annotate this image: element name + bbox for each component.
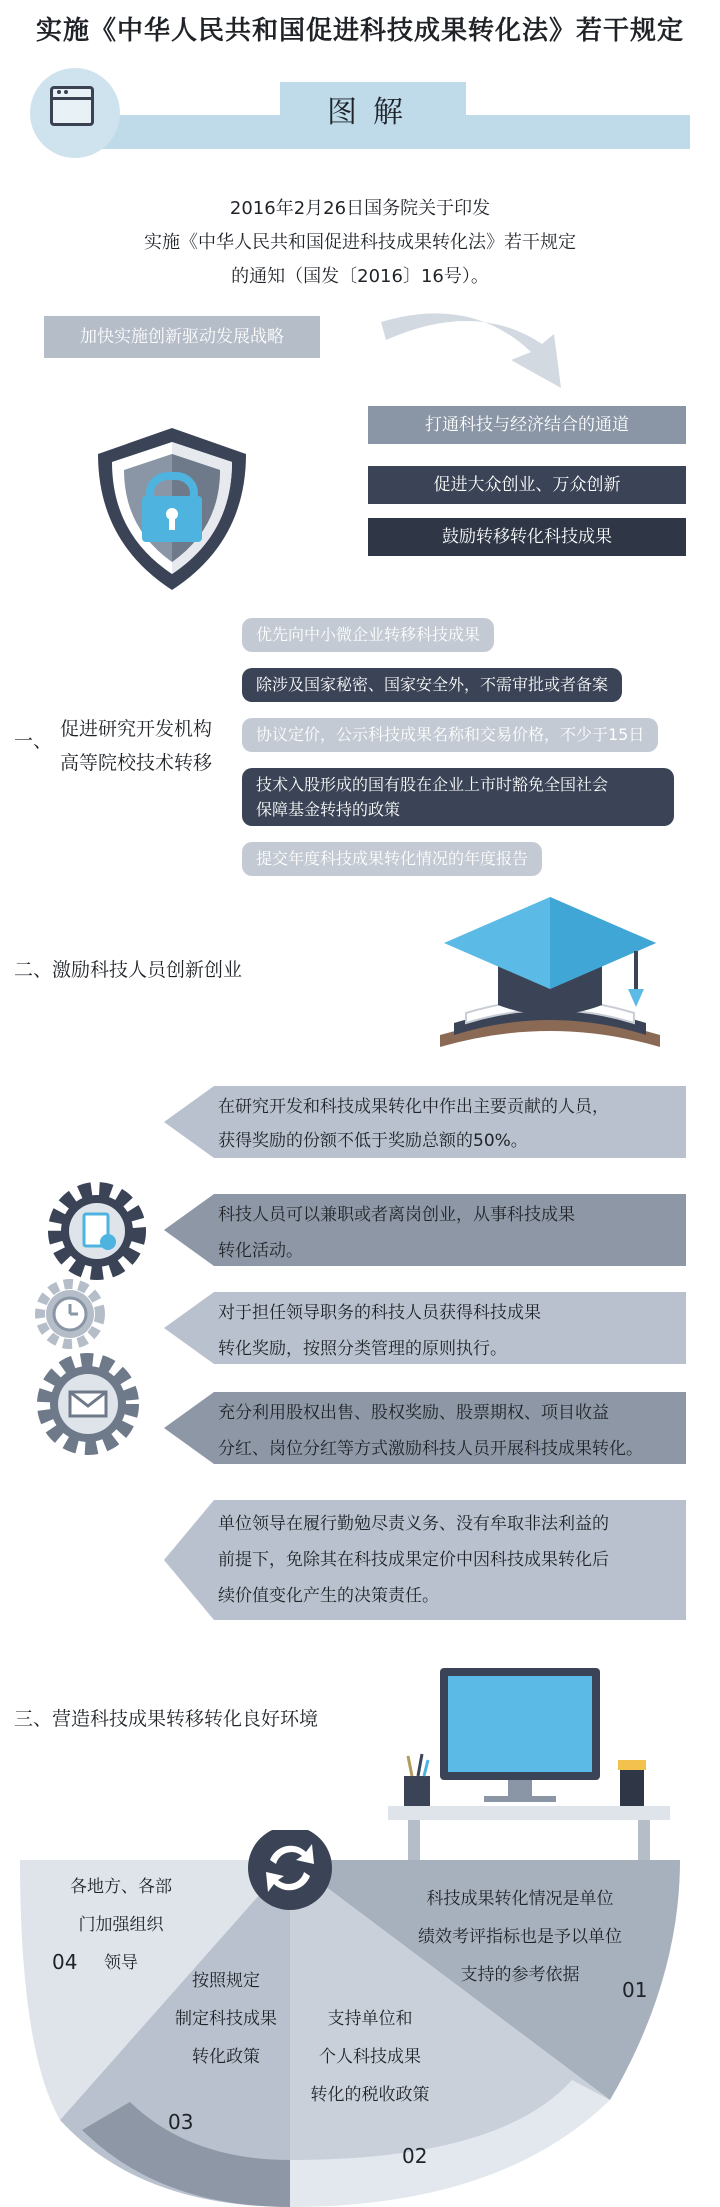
incentive-panel-4-line-2: 分红、岗位分红等方式激励科技人员开展科技成果转化。 (218, 1439, 643, 1459)
sector-01-line-3: 支持的参考依据 (460, 1965, 580, 1985)
sector-04-line-2: 门加强组织 (78, 1915, 164, 1935)
section-1-item-5: 提交年度科技成果转化情况的年度报告 (242, 842, 542, 876)
notice-text (100, 192, 620, 294)
banner-tab (280, 82, 466, 144)
incentive-panel-1-line-2: 获得奖励的份额不低于奖励总额的50%。 (218, 1131, 528, 1151)
sector-03-line-2: 制定科技成果 (175, 2009, 277, 2029)
curved-arrow-icon (376, 300, 576, 392)
section-1-number: 一、 (14, 730, 53, 752)
browser-window-icon (50, 86, 94, 126)
gear-mail-icon (30, 1346, 146, 1462)
sector-03-line-1: 按照规定 (192, 1971, 260, 1991)
sector-04-number: 04 (52, 1950, 78, 1974)
section-1-title-line-1: 促进研究开发机构 (60, 718, 213, 740)
section-1-item-2: 除涉及国家秘密、国家安全外，不需审批或者备案 (242, 668, 622, 702)
section-2-title: 二、激励科技人员创新创业 (14, 959, 243, 981)
sector-03-text (166, 1962, 286, 2076)
gear-clock-icon (32, 1276, 108, 1352)
incentive-panel-5-line-2: 前提下，免除其在科技成果定价中因科技成果转化后 (218, 1550, 609, 1570)
gear-clipboard-icon (42, 1176, 152, 1286)
sector-02-line-1: 支持单位和 (327, 2009, 413, 2029)
incentive-panel-5-line-3: 续价值变化产生的决策责任。 (218, 1586, 439, 1606)
sector-04-line-3: 领导 (104, 1953, 138, 1973)
banner-label: 图解 (327, 95, 419, 130)
section-1-item-3: 协议定价，公示科技成果名称和交易价格，不少于15日 (242, 718, 658, 752)
section-1-title-line-2: 高等院校技术转移 (60, 752, 213, 774)
incentive-panel-2-line-1: 科技人员可以兼职或者离岗创业，从事科技成果 (218, 1205, 575, 1225)
incentive-panel-4-line-1: 充分利用股权出售、股权奖励、股票期权、项目收益 (218, 1403, 609, 1423)
section-1-item-4 (242, 768, 674, 826)
notice-line-2: 实施《中华人民共和国促进科技成果转化法》若干规定 (144, 232, 576, 253)
incentive-panel-2 (218, 1197, 678, 1269)
sector-01-text (400, 1880, 640, 1994)
sector-02-line-2: 个人科技成果 (319, 2047, 421, 2067)
shield-lock-icon (92, 424, 252, 594)
section-1-item-1: 优先向中小微企业转移科技成果 (242, 618, 494, 652)
notice-line-1: 2016年2月26日国务院关于印发 (229, 198, 491, 219)
incentive-panel-5-line-1: 单位领导在履行勤勉尽责义务、没有牟取非法利益的 (218, 1514, 609, 1534)
incentive-panel-5 (218, 1506, 678, 1614)
goal-item-2: 促进大众创业、万众创新 (368, 466, 686, 504)
section-1-item-4-line-1: 技术入股形成的国有股在企业上市时豁免全国社会 (256, 775, 609, 794)
strategy-box: 加快实施创新驱动发展战略 (44, 316, 320, 358)
goal-item-3: 鼓励转移转化科技成果 (368, 518, 686, 556)
sector-01-line-2: 绩效考评指标也是予以单位 (418, 1927, 622, 1947)
graduation-cap-icon (430, 885, 670, 1075)
incentive-panel-2-line-2: 转化活动。 (218, 1241, 303, 1261)
sector-01-line-1: 科技成果转化情况是单位 (426, 1889, 614, 1909)
incentive-panel-1 (218, 1090, 678, 1158)
notice-line-3: 的通知（国发〔2016〕16号）。 (231, 266, 489, 287)
sector-02-text (300, 2000, 440, 2114)
incentive-panel-3-line-2: 转化奖励，按照分类管理的原则执行。 (218, 1339, 507, 1359)
incentive-panel-3-line-1: 对于担任领导职务的科技人员获得科技成果 (218, 1303, 541, 1323)
sector-02-line-3: 转化的税收政策 (310, 2085, 430, 2105)
incentive-panel-3 (218, 1295, 678, 1367)
sector-04-line-1: 各地方、各部 (70, 1877, 172, 1897)
sector-03-number: 03 (168, 2110, 194, 2134)
section-3-title: 三、营造科技成果转移转化良好环境 (14, 1708, 319, 1730)
incentive-panel-1-line-1: 在研究开发和科技成果转化中作出主要贡献的人员， (218, 1097, 609, 1117)
sector-02-number: 02 (402, 2144, 428, 2168)
goal-item-1: 打通科技与经济结合的通道 (368, 406, 686, 444)
page-title: 实施《中华人民共和国促进科技成果转化法》若干规定 (35, 16, 684, 46)
incentive-panel-4 (218, 1395, 686, 1467)
sector-01-number: 01 (622, 1978, 648, 2002)
sector-03-line-3: 转化政策 (192, 2047, 260, 2067)
section-1-item-4-line-2: 保障基金转持的政策 (256, 800, 401, 819)
sector-04-text (66, 1868, 176, 1982)
section-1-title (60, 712, 212, 780)
